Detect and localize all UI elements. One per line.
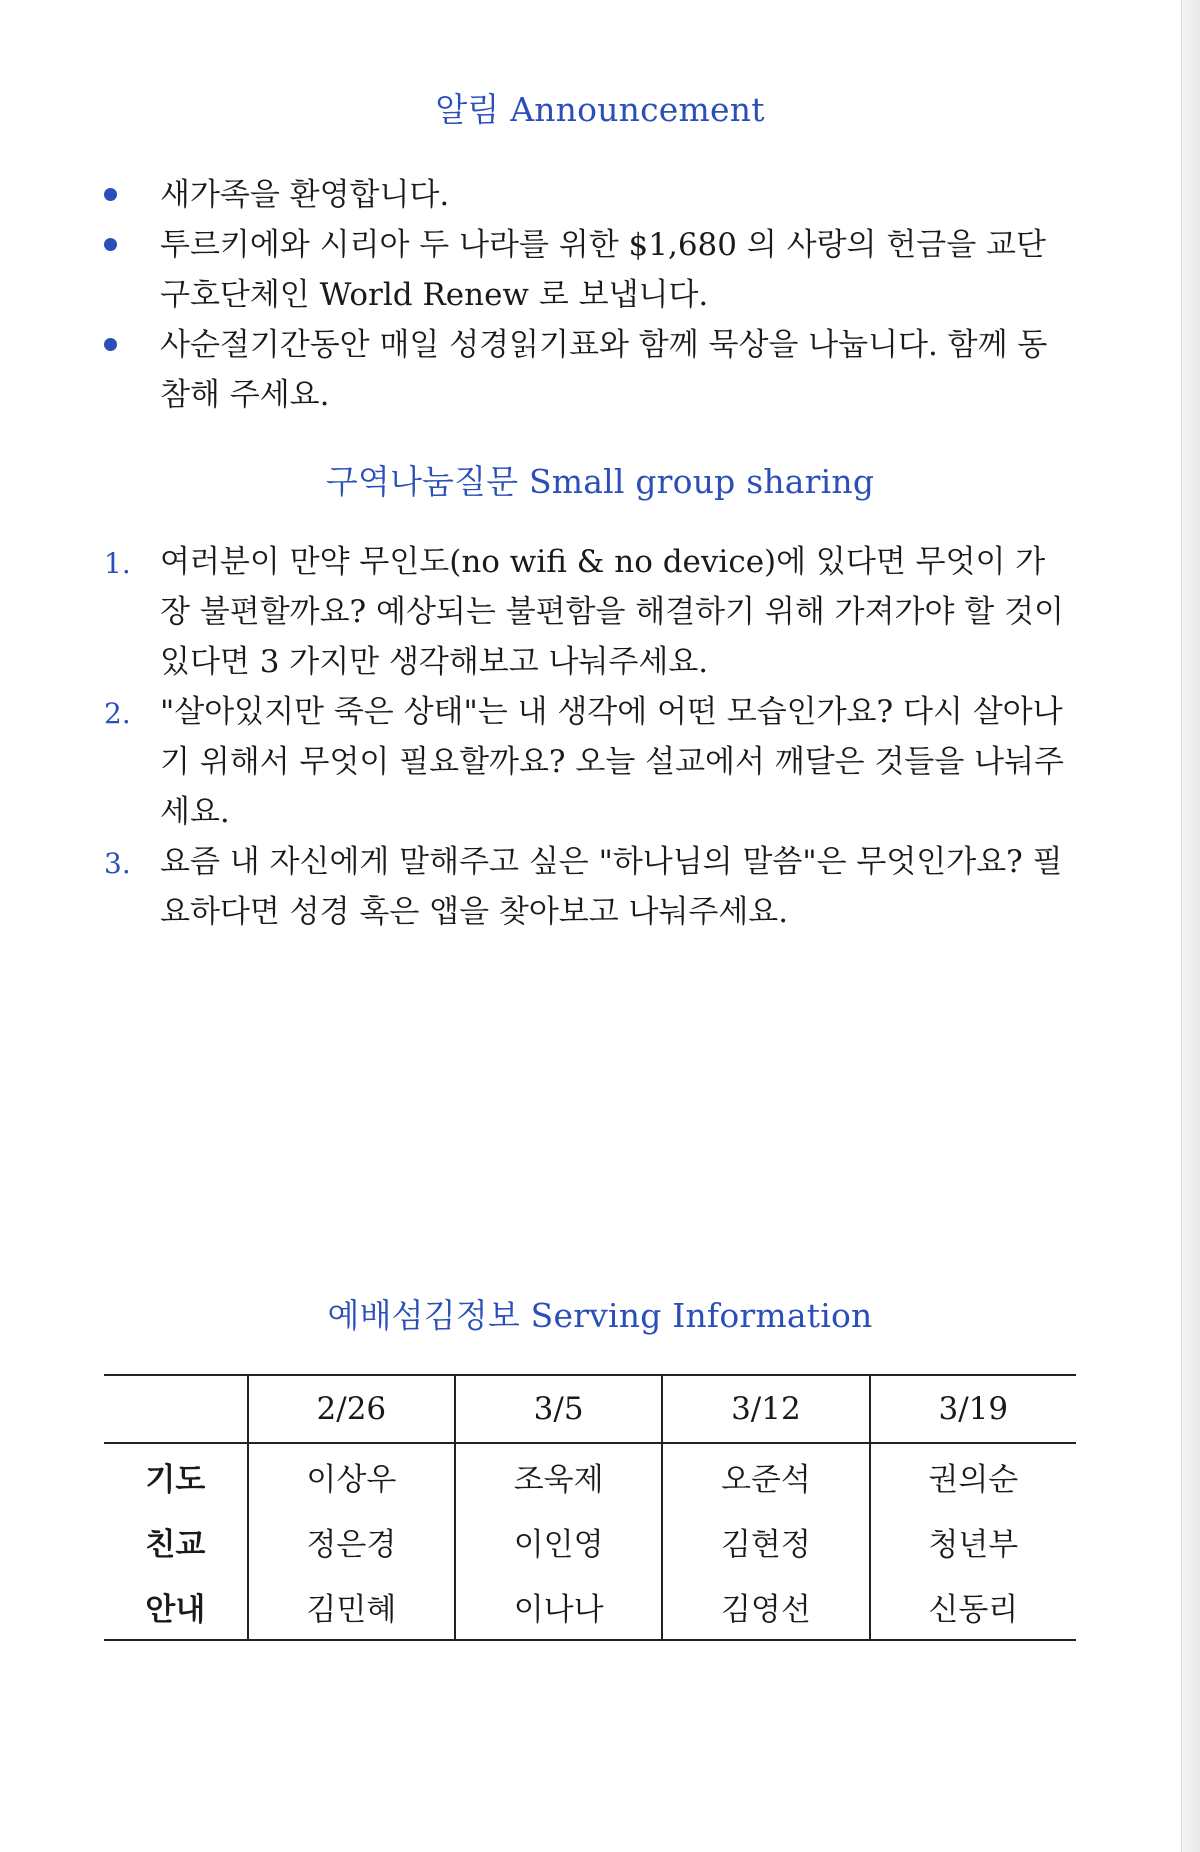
name-cell: 이인영	[455, 1509, 662, 1574]
announcement-list	[0, 170, 1200, 420]
question-number: 2.	[104, 697, 131, 730]
table-row	[104, 1509, 1076, 1574]
name-cell: 정은경	[248, 1509, 455, 1574]
serving-heading: 예배섬김정보 Serving Information	[327, 1296, 873, 1335]
role-cell: 기도	[145, 1462, 206, 1498]
name-cell: 김민혜	[248, 1574, 455, 1640]
table-row	[104, 1443, 1076, 1509]
name-cell: 신동리	[870, 1574, 1076, 1640]
serving-table	[104, 1374, 1076, 1641]
announcement-text: 새가족을 환영합니다.	[160, 177, 450, 213]
name-cell: 이나나	[455, 1574, 662, 1640]
question-number: 1.	[104, 547, 131, 580]
table-corner-cell	[104, 1375, 248, 1443]
table-header-row	[104, 1375, 1076, 1443]
name-cell: 이상우	[248, 1443, 455, 1509]
small-group-heading: 구역나눔질문 Small group sharing	[325, 462, 875, 501]
date-header: 3/19	[870, 1375, 1076, 1443]
announcement-item	[0, 320, 1200, 420]
name-cell: 조욱제	[455, 1443, 662, 1509]
date-header: 3/12	[662, 1375, 869, 1443]
name-cell: 권의순	[870, 1443, 1076, 1509]
small-group-question-list	[0, 537, 1200, 937]
question-item	[0, 687, 1200, 837]
name-cell: 김현정	[662, 1509, 869, 1574]
announcement-heading: 알림 Announcement	[435, 90, 765, 129]
announcement-text: 사순절기간동안 매일 성경읽기표와 함께 묵상을 나눕니다. 함께 동참해 주세요.	[160, 327, 1048, 413]
name-cell: 오준석	[662, 1443, 869, 1509]
question-item	[0, 537, 1200, 687]
date-header: 3/5	[455, 1375, 662, 1443]
question-text: 요즘 내 자신에게 말해주고 싶은 "하나님의 말씀"은 무엇인가요? 필요하다면 성경 혹은 앱을 찾아보고 나눠주세요.	[160, 844, 1063, 930]
announcement-text: 투르키에와 시리아 두 나라를 위한 $1,680 의 사랑의 헌금을 교단 구호단체인 World Renew 로 보냅니다.	[160, 227, 1046, 313]
question-text: "살아있지만 죽은 상태"는 내 생각에 어떤 모습인가요? 다시 살아나기 위해서 무엇이 필요할까요? 오늘 설교에서 깨달은 것들을 나눠주세요.	[160, 694, 1064, 830]
question-item	[0, 837, 1200, 937]
bullet-icon	[104, 338, 117, 351]
table-row	[104, 1574, 1076, 1640]
announcement-item	[0, 220, 1200, 320]
question-text: 여러분이 만약 무인도(no wifi & no device)에 있다면 무엇이 가장 불편할까요? 예상되는 불편함을 해결하기 위해 가져가야 할 것이 있다면 3 가지만 생각해보고 나눠주세요.	[160, 544, 1064, 680]
role-cell: 안내	[145, 1592, 206, 1628]
bullet-icon	[104, 238, 117, 251]
name-cell: 청년부	[870, 1509, 1076, 1574]
announcement-item	[0, 170, 1200, 220]
bullet-icon	[104, 188, 117, 201]
question-number: 3.	[104, 847, 131, 880]
name-cell: 김영선	[662, 1574, 869, 1640]
role-cell: 친교	[145, 1527, 206, 1563]
date-header: 2/26	[248, 1375, 455, 1443]
